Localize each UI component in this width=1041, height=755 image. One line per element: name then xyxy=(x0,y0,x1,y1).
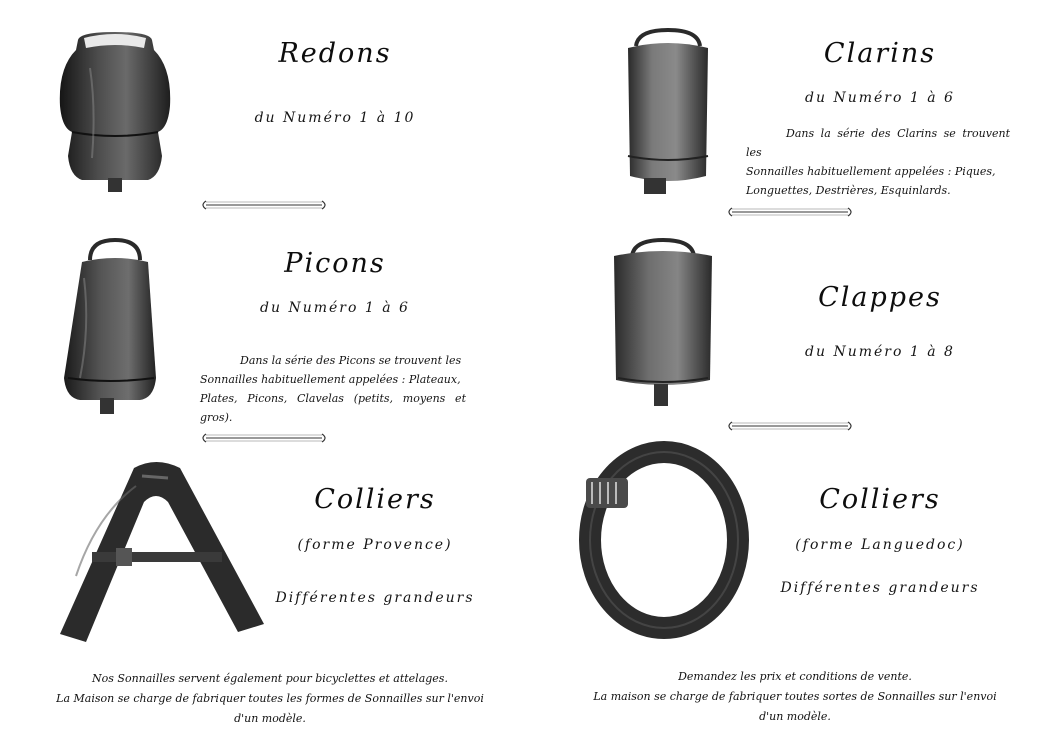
ornament-divider xyxy=(724,206,856,218)
clarins-description xyxy=(746,124,1010,200)
clappes-bell-image xyxy=(606,238,720,410)
ornament-divider xyxy=(198,199,330,211)
colliers-provence-sizes: Différentes grandeurs xyxy=(275,590,475,606)
left-footer-line: La Maison se charge de fabriquer toutes les formes de Sonnailles sur l'envoi xyxy=(56,692,484,705)
ornament-divider xyxy=(724,420,856,432)
picons-range: du Numéro 1 à 6 xyxy=(260,300,410,316)
left-footer xyxy=(20,669,520,729)
clappes-title: Clappes xyxy=(818,282,942,313)
clarins-range: du Numéro 1 à 6 xyxy=(805,90,955,106)
picons-bell-image xyxy=(60,238,170,418)
right-footer xyxy=(560,667,1030,727)
redons-bell-image xyxy=(50,28,180,198)
clarins-bell-image xyxy=(618,26,718,200)
picons-description-line: Sonnailles habituellement appelées : Plateaux, xyxy=(200,373,461,386)
right-footer-line: La maison se charge de fabriquer toutes sortes de Sonnailles sur l'envoi xyxy=(593,690,997,703)
right-footer-line: d'un modèle. xyxy=(759,710,831,723)
collier-languedoc-image xyxy=(578,448,744,632)
colliers-languedoc-form: (forme Languedoc) xyxy=(795,537,965,553)
redons-range: du Numéro 1 à 10 xyxy=(254,110,416,126)
left-footer-line: d'un modèle. xyxy=(234,712,306,725)
colliers-provence-title: Colliers xyxy=(314,484,436,515)
picons-description xyxy=(200,351,466,427)
colliers-languedoc-title: Colliers xyxy=(819,484,941,515)
collier-provence-image xyxy=(56,456,268,646)
colliers-languedoc-sizes: Différentes grandeurs xyxy=(780,580,980,596)
picons-title: Picons xyxy=(284,248,386,279)
clarins-title: Clarins xyxy=(823,38,937,69)
clarins-description-line: Sonnailles habituellement appelées : Piques, xyxy=(746,165,996,178)
colliers-provence-form: (forme Provence) xyxy=(297,537,453,553)
picons-description-line: Dans la série des Picons se trouvent les xyxy=(240,354,462,367)
clarins-description-line: Longuettes, Destrières, Esquinlards. xyxy=(746,184,951,197)
clappes-range: du Numéro 1 à 8 xyxy=(805,344,955,360)
picons-description-line: Plates, Picons, Clavelas (petits, moyens et gros). xyxy=(200,392,466,424)
clarins-description-line: Dans la série des Clarins se trouvent les xyxy=(746,127,1010,159)
left-footer-line: Nos Sonnailles servent également pour bicyclettes et attelages. xyxy=(92,672,448,685)
redons-title: Redons xyxy=(278,38,392,69)
ornament-divider xyxy=(198,432,330,444)
right-footer-line: Demandez les prix et conditions de vente. xyxy=(678,670,912,683)
